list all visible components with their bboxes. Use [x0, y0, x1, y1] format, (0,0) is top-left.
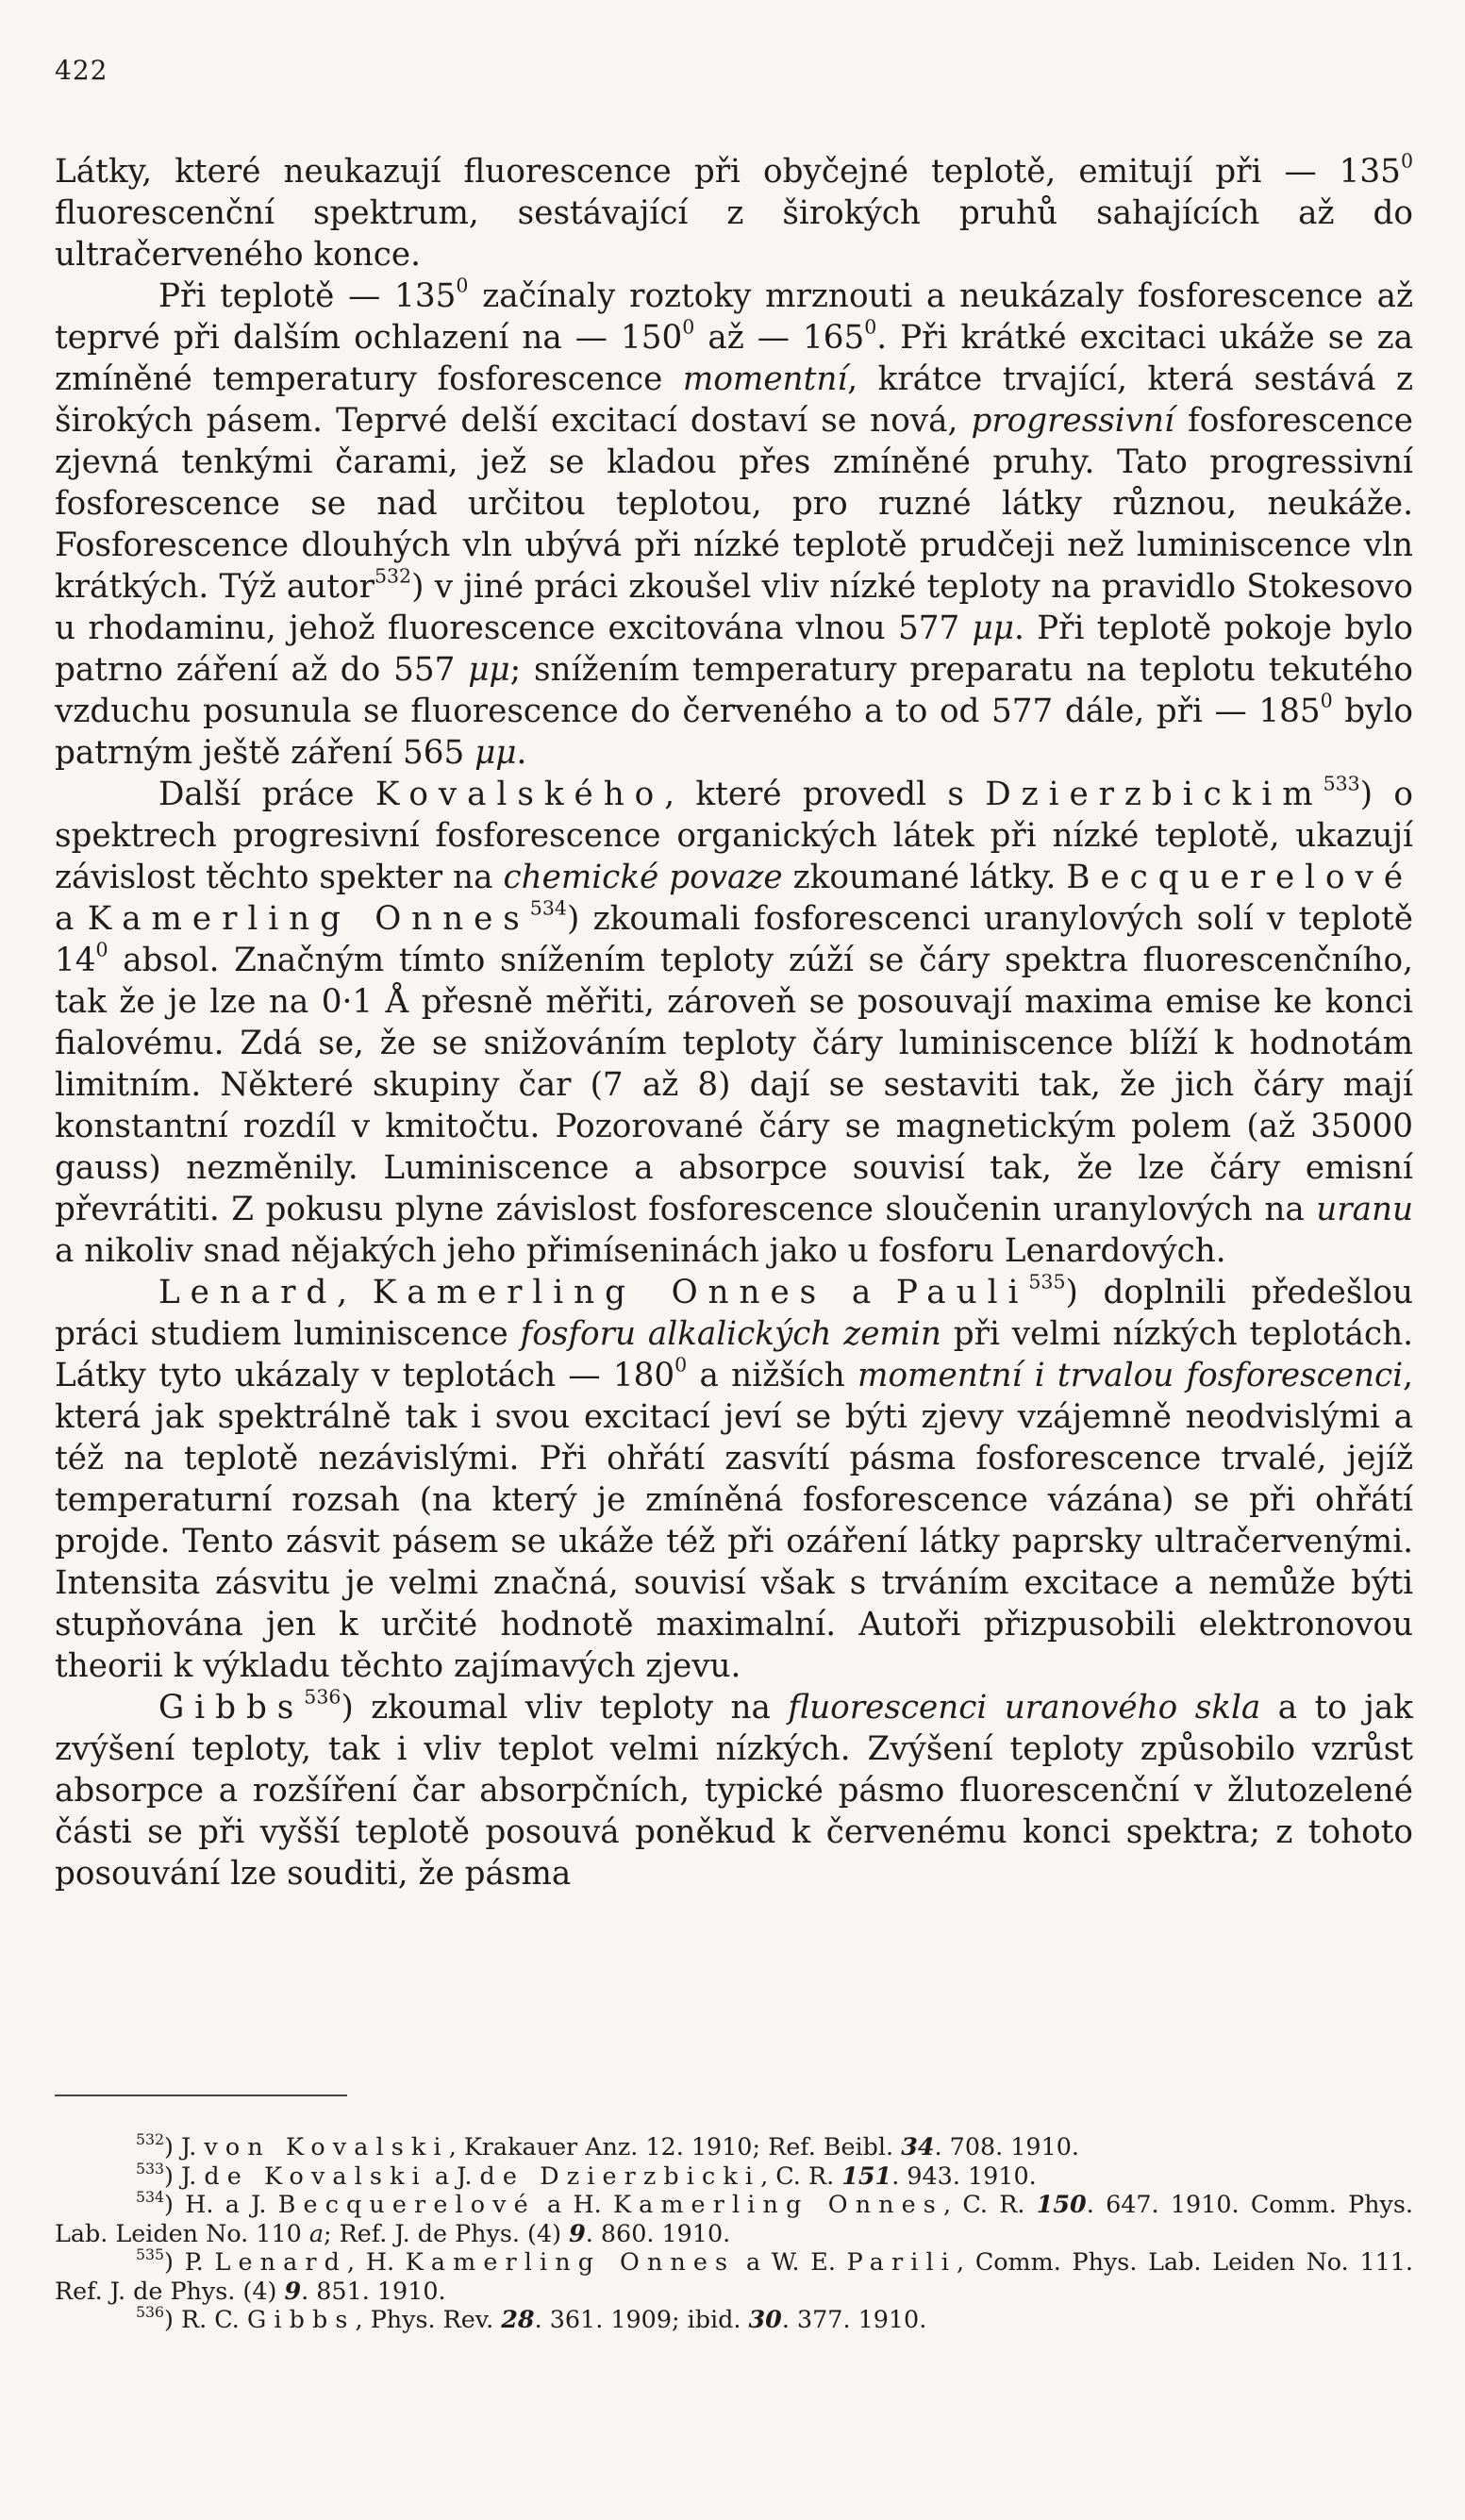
footnote: $^{534}$) H. a J. Becquerelové a H. Kamerling Onnes, C. R. 150. 647. 1910. Comm. Phys. Lab. Leiden No. 110 a; Ref. J. de Phys. (4) 9. 860. 1910.	[55, 2187, 1413, 2247]
footnote: $^{532}$) J. von Kovalski, Krakauer Anz. 12. 1910; Ref. Beibl. 34. 708. 1910.	[136, 2129, 1079, 2161]
author-name: Pauli	[895, 1274, 1029, 1311]
paragraph-1: Látky, které neukazují fluorescence při obyčejné teplotě, emitují při — $135^0$ fluorescenční spektrum, sestávající z širokých pruhů sahajících až do ultračerveného konce.	[55, 149, 1413, 274]
author-name: Lenard	[158, 1274, 338, 1311]
author-name: Kamerling Onnes	[372, 1274, 827, 1311]
paragraph-3: Další práce Kovalského, které provedl s Dzierzbickim$^{533}$) o spektrech progresivní fosforescence organických látek při nízké teplotě, ukazují závislost těchto spekter na chemické povaze zkoumané látky. Becquerelové a Kamerling Onnes$^{534}$) zkoumali fosforescenci uranylových solí v teplotě $14^0$ absol. Značným tímto snížením teploty zúží se čáry spektra fluorescenčního, tak že je lze na 0·1 Å přesně měřiti, zároveň se posouvají maxima emise ke konci fialovému. Zdá se, že se snižováním teploty čáry luminiscence blíží k hodnotám limitním. Některé skupiny čar (7 až 8) dají se sestaviti tak, že jich čáry mají konstantní rozdíl v kmitočtu. Pozorované čáry se magnetickým polem (až 35000 gauss) nezměnily. Luminiscence a absorpce souvisí tak, že lze čáry emisní převrátiti. Z pokusu plyne závislost fosforescence sloučenin uranylových na uranu a nikoliv snad nějakých jeho přimíseninách jako u fosforu Lenardových.	[55, 772, 1413, 1270]
author-name: Kamerling Onnes	[87, 900, 530, 938]
paragraph-2: Při teplotě — $135^0$ začínaly roztoky mrznouti a neukázaly fosforescence až teprvé při dalším ochlazení na — $150^0$ až — $165^0$. Při krátké excitaci ukáže se za zmíněné temperatury fosforescence momentní, krátce trvající, která sestává z širokých pásem. Teprvé delší excitací dostaví se nová, progressivní fosforescence zjevná tenkými čarami, jež se kladou přes zmíněné pruhy. Tato progressivní fosforescence se nad určitou teplotou, pro ruzné látky různou, neukáže. Fosforescence dlouhých vln ubývá při nízké teplotě prudčeji než luminiscence vln krátkých. Týž autor$^{532}$) v jiné práci zkoušel vliv nízké teploty na pravidlo Stokesovo u rhodaminu, jehož fluorescence excitována vlnou 577 μμ. Při teplotě pokoje bylo patrno záření až do 557 μμ; snížením temperatury preparatu na teplotu tekutého vzduchu posunula se fluorescence do červeného a to od 577 dále, při — $185^0$ bylo patrným ještě záření 565 μμ.	[55, 274, 1413, 772]
reference-mark: 532	[374, 564, 412, 588]
paragraph-4: Lenard, Kamerling Onnes a Pauli$^{535}$) doplnili předešlou práci studiem luminiscence fosforu alkalických zemin při velmi nízkých teplotách. Látky tyto ukázaly v teplotách — $180^0$ a nižších momentní i trvalou fosforescenci, která jak spektrálně tak i svou excitací jeví se býti zjevy vzájemně neodvislými a též na teplotě nezávislými. Při ohřátí zasvítí pásma fosforescence trvalé, jejíž temperaturní rozsah (na který je zmíněná fosforescence vázána) se při ohřátí projde. Tento zásvit pásem se ukáže též při ozáření látky paprsky ultračervenými. Intensita zásvitu je velmi značná, souvisí však s trváním excitace a nemůže býti stupňována jen k určité hodnotě maximalní. Autoři přizpusobili elektronovou theorii k výkladu těchto zajímavých zjevu.	[55, 1270, 1414, 1685]
footnote: $^{533}$) J. de Kovalski a J. de Dzierzbicki, C. R. 151. 943. 1910.	[136, 2159, 1037, 2190]
footnote: $^{536}$) R. C. Gibbs, Phys. Rev. 28. 361. 1909; ibid. 30. 377. 1910.	[136, 2302, 927, 2333]
reference-mark: 536	[304, 1685, 341, 1709]
page-number: 422	[55, 55, 108, 86]
paragraph-5: Gibbs$^{536}$) zkoumal vliv teploty na fluorescenci uranového skla a to jak zvýšení teploty, tak i vliv teplot velmi nízkých. Zvýšení teploty způsobilo vzrůst absorpce a rozšíření čar absorpčních, typické pásmo fluorescenční v žlutozelené části se při vyšší teplotě posouvá poněkud k červenému konci spektra; z tohoto posouvání lze souditi, že pásma	[55, 1685, 1413, 1893]
author-name: Dzierzbickim	[985, 776, 1323, 813]
footnote-separator	[55, 2094, 347, 2096]
reference-mark: 535	[1028, 1270, 1066, 1293]
author-name: Kovalského	[375, 776, 665, 813]
main-text	[55, 151, 1413, 1894]
reference-mark: 534	[529, 896, 567, 920]
footnotes	[55, 2129, 1413, 2334]
author-name: Becquerelové	[1066, 859, 1413, 896]
reference-mark: 533	[1323, 772, 1360, 795]
footnote: $^{535}$) P. Lenard, H. Kamerling Onnes a W. E. Parili, Comm. Phys. Lab. Leiden No. 111. Ref. J. de Phys. (4) 9. 851. 1910.	[55, 2245, 1413, 2305]
author-name: Gibbs	[158, 1689, 305, 1727]
